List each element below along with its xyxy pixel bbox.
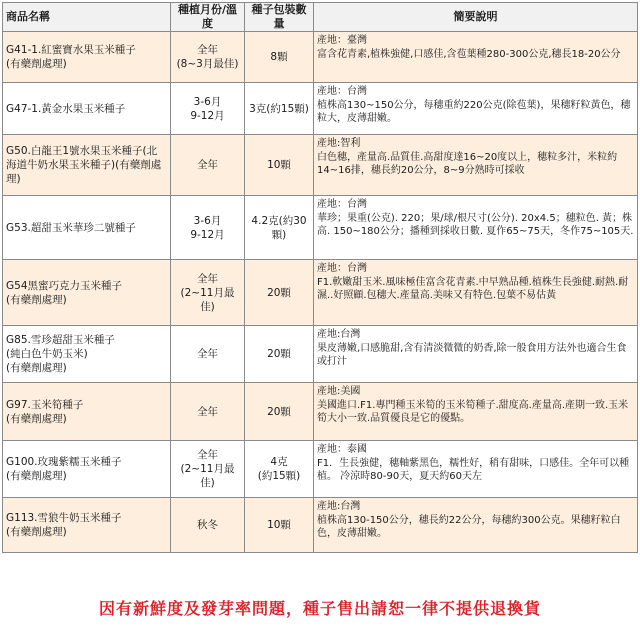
product-name: G50.白龍王1號水果玉米種子(北海道牛奶水果玉米種子)(有藥劑處理) bbox=[3, 135, 171, 196]
header-planting-season: 種植月份/溫度 bbox=[171, 3, 245, 32]
package-quantity: 10顆 bbox=[245, 498, 314, 553]
description bbox=[314, 260, 638, 326]
package-quantity: 20顆 bbox=[245, 383, 314, 441]
origin-text: 產地：臺灣 bbox=[317, 35, 367, 46]
description-text: 華珍；果重(公克). 220；果/球/根尺寸(公分). 20x4.5；穗粒色. 黃；株高. 150~180公分；播種到採收日數. 夏作65~75天，冬作75~105天. bbox=[317, 212, 634, 237]
description-text: 白色穗，產量高.品質佳.高甜度達16~20度以上，穗粒多汁，米粒約14~16排，穗長約20公分，8~9分熟時可採收 bbox=[317, 151, 618, 176]
description-text: 富含花青素,植株強健,口感佳,含苞葉種280-300公克,穗長18-20公分 bbox=[317, 48, 621, 60]
planting-season: 全年 bbox=[171, 326, 245, 383]
description bbox=[314, 135, 638, 196]
origin-text: 產地：台灣 bbox=[317, 263, 367, 274]
origin-text: 產地:美國 bbox=[317, 386, 361, 397]
header-product-name: 商品名稱 bbox=[3, 3, 171, 32]
table-row bbox=[3, 260, 638, 326]
table-header-row bbox=[3, 3, 638, 32]
description bbox=[314, 383, 638, 441]
table-row bbox=[3, 498, 638, 553]
description-text: F1.軟嫩甜玉米.風味極佳富含花青素.中早熟品種.植株生長強健.耐熱.耐濕..好照顧.包穗大.產量高.美味又有特色.包葉不易估黃 bbox=[317, 276, 629, 301]
package-quantity: 8顆 bbox=[245, 32, 314, 83]
description-text: 植株高130~150公分，每穗重約220公克(除苞葉)，果穗籽粒黃色，穗粒大，皮薄甜嫩。 bbox=[317, 99, 631, 124]
product-name: G53.超甜玉米華珍二號種子 bbox=[3, 196, 171, 260]
planting-season: 全年 (2~11月最佳) bbox=[171, 441, 245, 498]
description-text: 果皮薄嫩,口感脆甜,含有清淡微微的奶香,除一般食用方法外也適合生食或打汁 bbox=[317, 342, 627, 367]
description-text: 美國進口.F1.專門種玉米筍的玉米筍種子.甜度高.產量高.產期一致.玉米筍大小一致.品質優良是它的優點。 bbox=[317, 399, 629, 424]
no-return-notice: 因有新鮮度及發芽率問題，種子售出請恕一律不提供退換貨 bbox=[98, 599, 541, 618]
table-row bbox=[3, 135, 638, 196]
planting-season: 全年 (8~3月最佳) bbox=[171, 32, 245, 83]
table-row bbox=[3, 196, 638, 260]
table-row bbox=[3, 83, 638, 135]
origin-text: 產地:台灣 bbox=[317, 329, 361, 340]
seed-product-table bbox=[2, 2, 638, 553]
description bbox=[314, 498, 638, 553]
origin-text: 產地：台灣 bbox=[317, 199, 367, 210]
product-name: G41-1.紅蜜寶水果玉米種子 (有藥劑處理) bbox=[3, 32, 171, 83]
table-row bbox=[3, 326, 638, 383]
product-name: G54黑蜜巧克力玉米種子 (有藥劑處理) bbox=[3, 260, 171, 326]
table-row bbox=[3, 32, 638, 83]
origin-text: 產地:台灣 bbox=[317, 501, 361, 512]
package-quantity: 20顆 bbox=[245, 326, 314, 383]
origin-text: 產地:智利 bbox=[317, 138, 361, 149]
table-row bbox=[3, 441, 638, 498]
description bbox=[314, 441, 638, 498]
package-quantity: 4.2克(約30顆) bbox=[245, 196, 314, 260]
description bbox=[314, 326, 638, 383]
description-text: 植株高130-150公分，穗長約22公分，每穗約300公克。果穗籽粒白色，皮薄甜嫩。 bbox=[317, 514, 621, 539]
planting-season: 3-6月 9-12月 bbox=[171, 83, 245, 135]
product-name: G85.雪珍超甜玉米種子 (純白色牛奶玉米) (有藥劑處理) bbox=[3, 326, 171, 383]
description bbox=[314, 32, 638, 83]
description-text: F1．生長強健，穗軸紫黑色，糯性好，稍有甜味，口感佳。全年可以種植。 冷涼時80-90天，夏天約60天左 bbox=[317, 457, 630, 482]
planting-season: 全年 bbox=[171, 135, 245, 196]
description bbox=[314, 196, 638, 260]
table-row bbox=[3, 383, 638, 441]
planting-season: 3-6月 9-12月 bbox=[171, 196, 245, 260]
origin-text: 產地：台灣 bbox=[317, 86, 367, 97]
planting-season: 全年 bbox=[171, 383, 245, 441]
product-name: G97.玉米筍種子 (有藥劑處理) bbox=[3, 383, 171, 441]
product-name: G47-1.黃金水果玉米種子 bbox=[3, 83, 171, 135]
product-name: G113.雪狼牛奶玉米種子 (有藥劑處理) bbox=[3, 498, 171, 553]
planting-season: 全年 (2~11月最佳) bbox=[171, 260, 245, 326]
planting-season: 秋冬 bbox=[171, 498, 245, 553]
product-name: G100.玫瑰紫糯玉米種子 (有藥劑處理) bbox=[3, 441, 171, 498]
package-quantity: 4克 (約15顆) bbox=[245, 441, 314, 498]
description bbox=[314, 83, 638, 135]
package-quantity: 3克(約15顆) bbox=[245, 83, 314, 135]
header-description: 簡要說明 bbox=[314, 3, 638, 32]
header-package-quantity: 種子包裝數量 bbox=[245, 3, 314, 32]
origin-text: 產地：泰國 bbox=[317, 444, 367, 455]
package-quantity: 10顆 bbox=[245, 135, 314, 196]
package-quantity: 20顆 bbox=[245, 260, 314, 326]
